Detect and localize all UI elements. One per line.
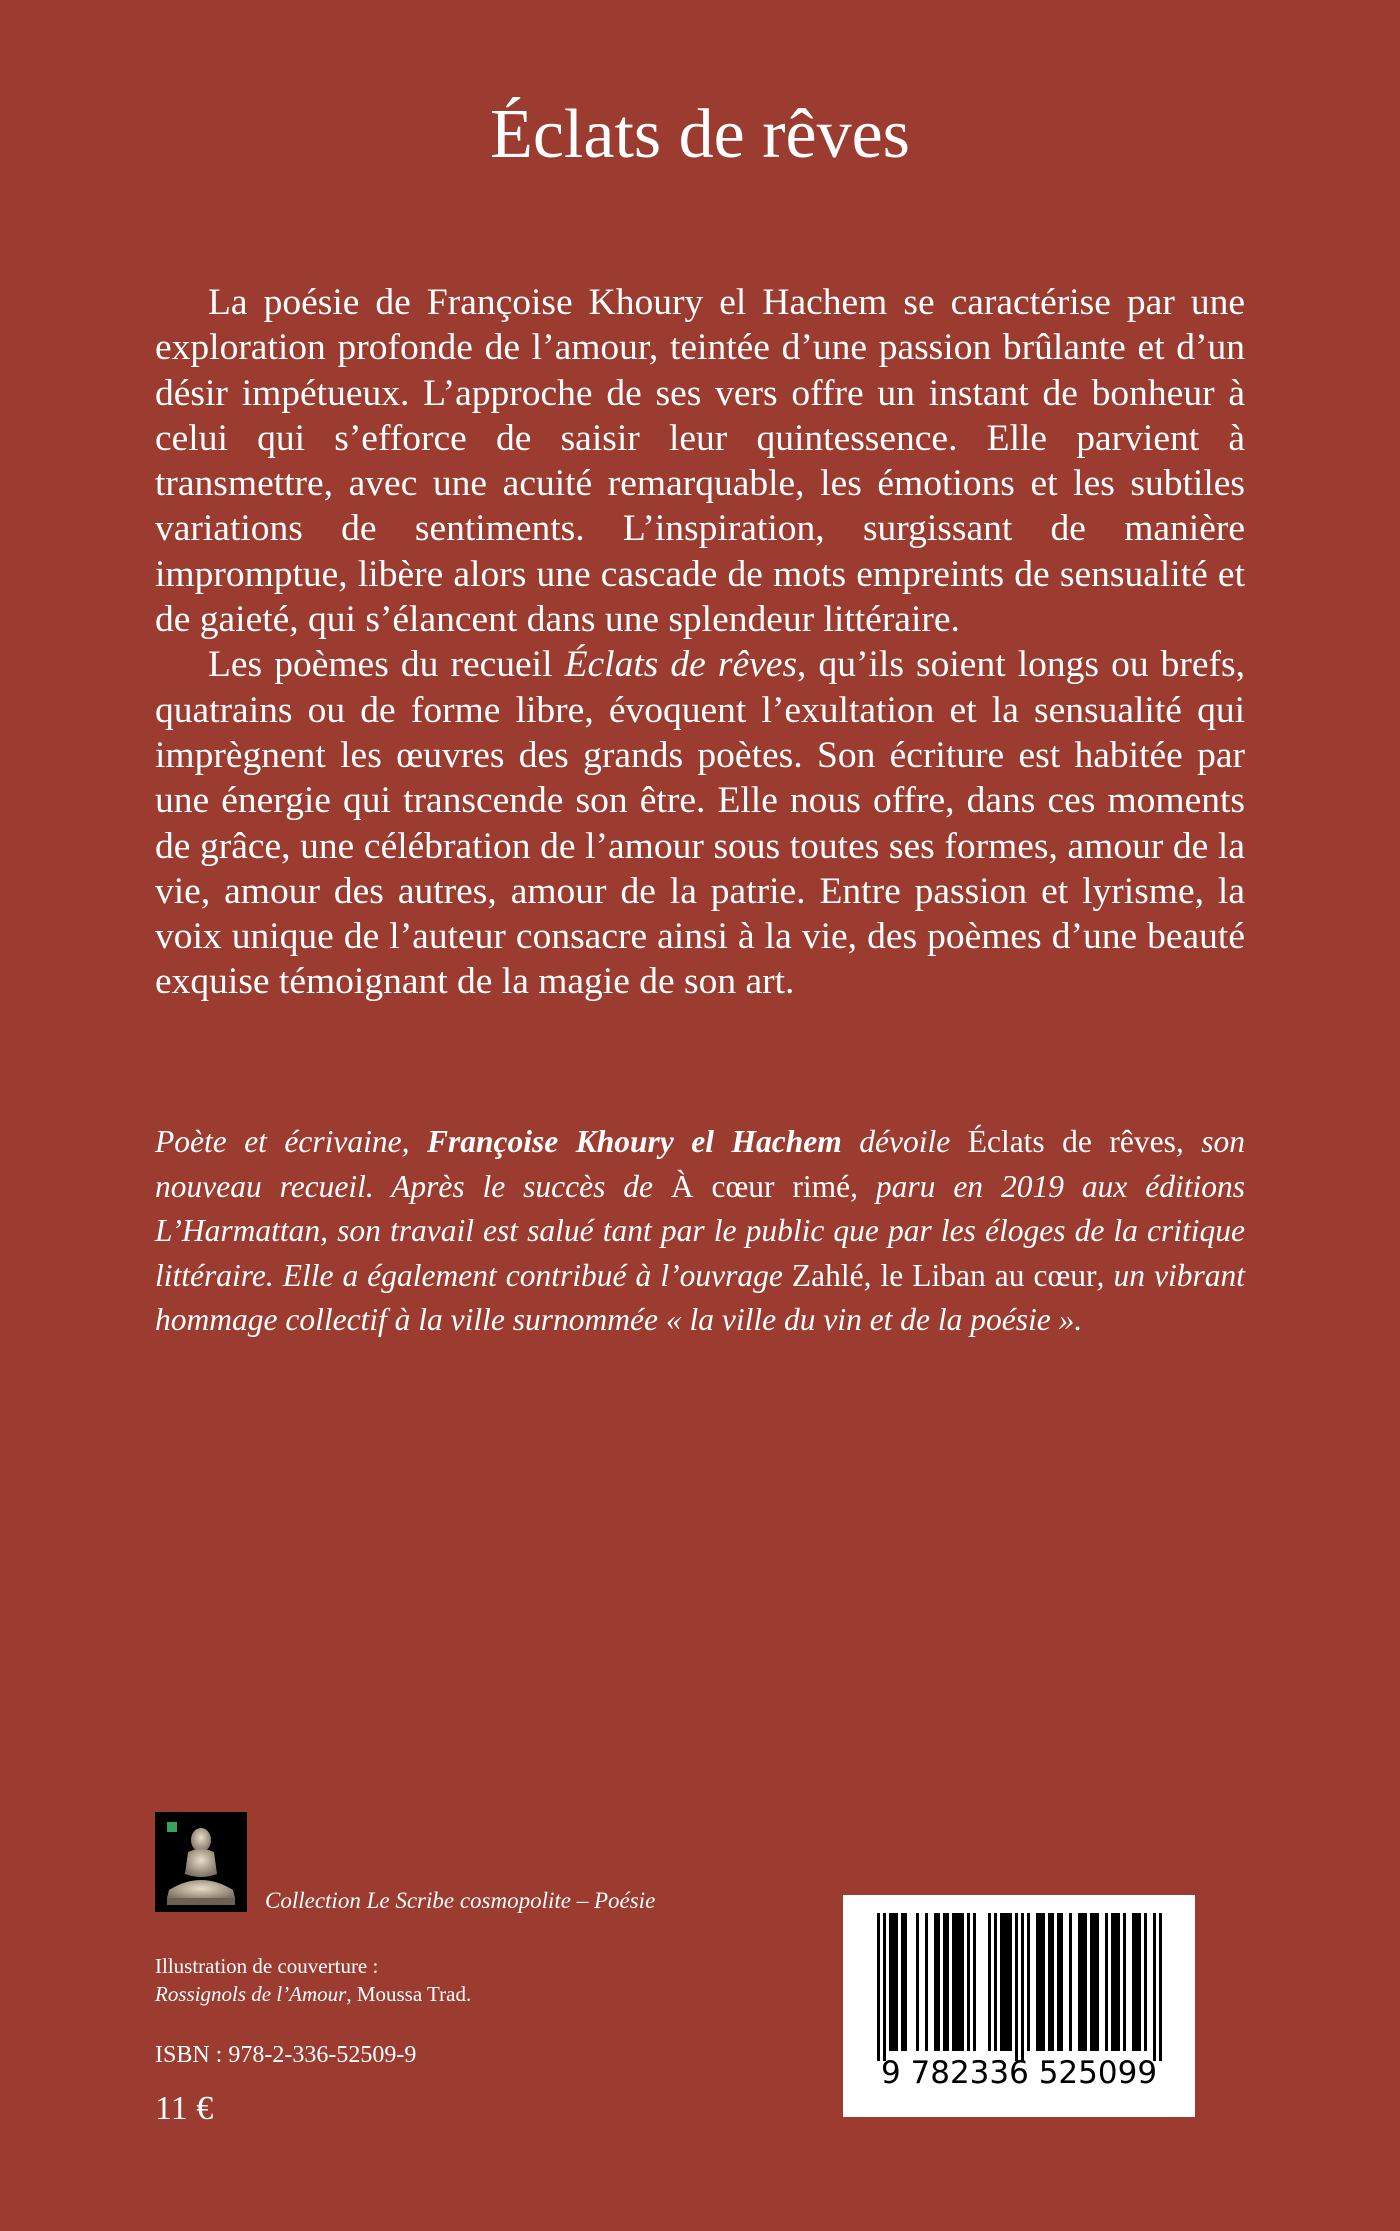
cover-credits: Illustration de couverture : Rossignols de l’Amour, Moussa Trad. [155, 1954, 472, 2006]
barcode-bar [1009, 1913, 1012, 2051]
barcode-bar [1081, 1913, 1084, 2051]
barcode-bar [877, 1913, 880, 2061]
barcode-bar [889, 1913, 892, 2051]
barcode-bar [952, 1913, 955, 2051]
barcode-bar [883, 1913, 886, 2061]
barcode-bar [1138, 1913, 1141, 2051]
barcode-bar [1135, 1913, 1138, 2051]
barcode-bar [901, 1913, 904, 2051]
barcode-digits: 9 782336 525099 [880, 2055, 1158, 2091]
barcode-bar [904, 1913, 907, 2051]
barcode-image [843, 1895, 1195, 2117]
barcode-bar [988, 1913, 991, 2051]
barcode-bar [1036, 1913, 1039, 2051]
artwork-title: Rossignols de l’Amour [155, 1982, 347, 2006]
barcode-bar [1132, 1913, 1135, 2051]
barcode-bar [1015, 1913, 1018, 2061]
barcode-bar [937, 1913, 940, 2051]
barcode-bar [961, 1913, 964, 2051]
isbn: ISBN : 978-2-336-52509-9 [155, 2042, 417, 2068]
leaf-icon [167, 1822, 177, 1832]
barcode-bar [1144, 1913, 1147, 2051]
barcode-bar [1096, 1913, 1099, 2051]
barcode-bar [892, 1913, 895, 2051]
barcode-bar [1042, 1913, 1045, 2051]
book-description [155, 280, 1245, 1005]
barcode-bar [1078, 1913, 1081, 2051]
barcode-bar [1006, 1913, 1009, 2051]
collection-label: Collection Le Scribe cosmopolite – Poésie [265, 1888, 656, 1913]
barcode-bar [1159, 1913, 1162, 2061]
barcode-bar [958, 1913, 961, 2051]
barcode-bar [1051, 1913, 1054, 2051]
barcode [843, 1895, 1195, 2117]
barcode-bar [955, 1913, 958, 2051]
barcode-bar [973, 1913, 976, 2051]
barcode-bar [1090, 1913, 1093, 2051]
barcode-bar [1057, 1913, 1060, 2051]
barcode-bar [895, 1913, 898, 2051]
barcode-bar [1000, 1913, 1003, 2051]
barcode-bar [1039, 1913, 1042, 2051]
barcode-bar [1093, 1913, 1096, 2051]
barcode-bar [1048, 1913, 1051, 2051]
description-paragraph-1: La poésie de Françoise Khoury el Hachem se caractérise par une exploration profonde de l’amour, teintée d’une passion brûlante et d’un désir impétueux. L’approche de ses vers offre un instant de bonheur à celui qui s’efforce de saisir leur quintessence. Elle parvient à transmettre, avec une acuité remarquable, les émotions et les subtiles variations de sentiments. L’inspiration, surgissant de manière impromptue, libère alors une cascade de mots empreints de sensualité et de gaieté, qui s’élancent dans une splendeur littéraire. [155, 282, 1245, 641]
barcode-bar [925, 1913, 928, 2051]
barcode-bar [1153, 1913, 1156, 2061]
book-title: Éclats de rêves [490, 96, 910, 173]
barcode-bar [1060, 1913, 1063, 2051]
barcode-bar [1003, 1913, 1006, 2051]
barcode-bar [1114, 1913, 1117, 2051]
barcode-bar [1117, 1913, 1120, 2051]
barcode-bar [1123, 1913, 1126, 2051]
book-title-reference: Éclats de rêves [564, 644, 798, 686]
barcode-bar [1021, 1913, 1024, 2061]
price: 11 € [155, 2090, 214, 2127]
barcode-bar [946, 1913, 949, 2051]
author-bio: Poète et écrivaine, Françoise Khoury el Hachem dévoile Éclats de rêves, son nouveau recueil. Après le succès de À cœur rimé, paru en 2019 aux éditions L’Harmattan, son travail est salué tant par le public que par les éloges de la critique littéraire. Elle a également contribué à l’ouvrage Zahlé, le Liban au cœur, un vibrant hommage collectif à la ville surnommée « la ville du vin et de la poésie ». [155, 1124, 1246, 1337]
barcode-bar [1105, 1913, 1108, 2051]
barcode-bar [994, 1913, 997, 2051]
author-name: Françoise Khoury el Hachem [427, 1124, 842, 1159]
barcode-bar [1111, 1913, 1114, 2051]
barcode-bar [1084, 1913, 1087, 2051]
barcode-bar [916, 1913, 919, 2051]
barcode-bar [943, 1913, 946, 2051]
barcode-bar [967, 1913, 970, 2051]
barcode-bar [1027, 1913, 1030, 2051]
barcode-bar [934, 1913, 937, 2051]
description-paragraph-2: Les poèmes du recueil Éclats de rêves, qu’ils soient longs ou brefs, quatrains ou de forme libre, évoquent l’exultation et la sensualité qui imprègnent les œuvres des grands poètes. Son écriture est habitée par une énergie qui transcende son être. Elle nous offre, dans ces moments de grâce, une célébration de l’amour sous toutes ses formes, amour de la vie, amour des autres, amour de la patrie. Entre passion et lyrisme, la voix unique de l’auteur consacre ainsi à la vie, des poèmes d’une beauté exquise témoignant de la magie de son art. [155, 644, 1245, 1003]
scribe-statue-logo [155, 1812, 247, 1912]
barcode-bar [1069, 1913, 1072, 2051]
